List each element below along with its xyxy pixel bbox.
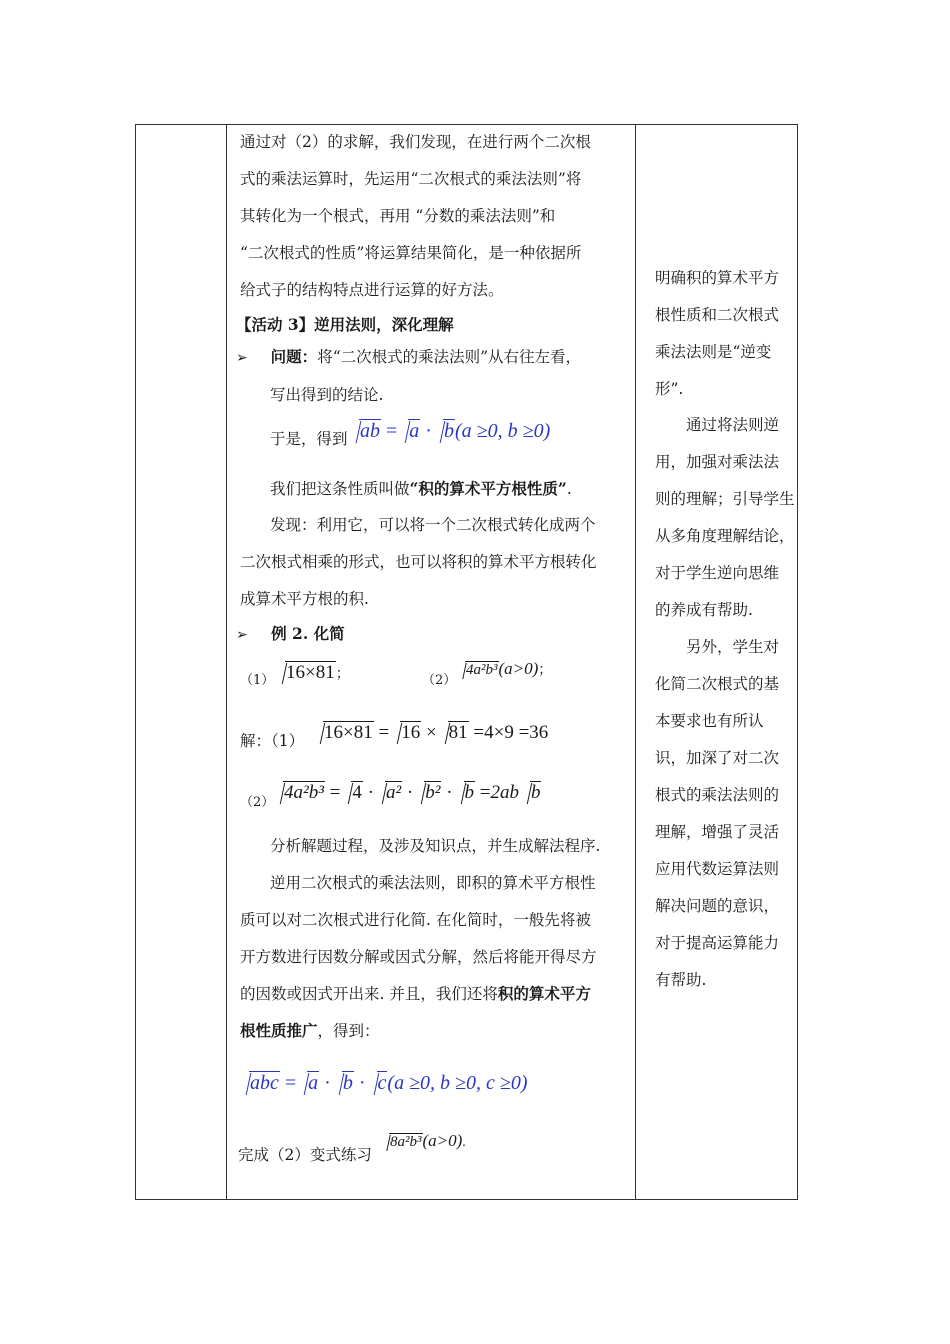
intent-line: 化简二次根式的基 <box>655 675 780 693</box>
intro-line-1: 通过对（2）的求解，我们发现，在进行两个二次根 <box>240 133 591 151</box>
intent-line: 本要求也有所认 <box>655 712 764 730</box>
ex1-label: （1） <box>240 673 275 688</box>
question-row <box>236 347 581 368</box>
discover-line-1: 发现：利用它，可以将一个二次根式转化成两个 <box>270 516 596 534</box>
intro-line-2: 式的乘法运算时，先运用“二次根式的乘法法则”将 <box>240 170 582 188</box>
solution-label: 解：（1） <box>240 732 305 750</box>
intent-line: 根性质和二次根式 <box>655 306 780 324</box>
intent-line: 用，加强对乘法法 <box>655 453 780 471</box>
generalize-bold: 根性质推广 <box>240 1021 318 1040</box>
question-label: 问题： <box>270 347 318 366</box>
intent-line: 有帮助. <box>655 971 707 989</box>
intent-line: 解决问题的意识， <box>655 897 780 915</box>
intro-line-3: 其转化为一个根式，再用 “分数的乘法法则”和 <box>240 207 556 225</box>
intent-line: 应用代数运算法则 <box>655 860 780 878</box>
intro-line-5: 给式子的结构特点进行运算的好方法。 <box>240 281 504 299</box>
exercise-expression: 8a²b³(a>0). <box>378 1131 466 1151</box>
intent-line: 识，加深了对二次 <box>655 749 780 767</box>
analysis-text: 分析解题过程，及涉及知识点，并生成解法程序. <box>270 837 601 855</box>
intent-line: 明确积的算术平方 <box>655 269 780 287</box>
intent-line: 另外，学生对 <box>655 638 780 656</box>
question-text: 将“二次根式的乘法法则”从右往左看， <box>317 348 582 366</box>
column-divider-left <box>226 125 227 1199</box>
reverse-line-2: 质可以对二次根式进行化简. 在化简时，一般先将被 <box>240 911 591 929</box>
ex2-label: （2） <box>422 673 457 688</box>
bullet-arrow-icon: ➢ <box>236 627 248 643</box>
formula-product-root: ab = a · b(a ≥0, b ≥0) <box>348 419 550 443</box>
intent-line: 从多角度理解结论， <box>655 527 795 545</box>
ex1-expression: 16×81； <box>274 661 350 684</box>
reverse-line-4: 的因数或因式开出来. 并且，我们还将积的算术平方 <box>240 984 591 1003</box>
intro-line-4: “二次根式的性质”将运算结果简化，是一种依据所 <box>240 244 582 262</box>
solution-2-label: （2） <box>240 795 275 810</box>
design-intent-column <box>645 125 793 1199</box>
property-name: “积的算术平方根性质” <box>409 479 567 498</box>
question-text-2: 写出得到的结论. <box>270 386 384 404</box>
solution-1: 16×81 = 16 × 81 =4×9 =36 <box>312 721 548 744</box>
naming-line: 我们把这条性质叫做“积的算术平方根性质”. <box>270 479 572 498</box>
bullet-arrow-icon: ➢ <box>236 350 248 366</box>
example-title: 例 2. 化简 <box>271 624 345 643</box>
intent-line: 对于提高运算能力 <box>655 934 780 952</box>
intent-line: 对于学生逆向思维 <box>655 564 780 582</box>
intent-line: 乘法法则是“逆变 <box>655 343 772 361</box>
exercise-text: 完成（2）变式练习 <box>238 1146 372 1164</box>
formula-generalized: abc = a · b · c(a ≥0, b ≥0, c ≥0) <box>238 1071 528 1095</box>
intent-line: 通过将法则逆 <box>655 416 780 434</box>
activity-title: 【活动 3】逆用法则，深化理解 <box>236 315 454 334</box>
discover-line-2: 二次根式相乘的形式，也可以将积的算术平方根转化 <box>240 553 597 571</box>
reverse-bold: 积的算术平方 <box>497 984 591 1003</box>
intent-line: 的养成有帮助. <box>655 601 753 619</box>
ex2-expression: 4a²b³(a>0)； <box>454 659 552 679</box>
intent-line: 理解，增强了灵活 <box>655 823 780 841</box>
intent-line: 则的理解；引导学生 <box>655 490 795 508</box>
intent-line: 形”. <box>655 380 684 398</box>
reverse-line-3: 开方数进行因数分解或因式分解，然后将能开得尽方 <box>240 948 597 966</box>
teaching-content-column <box>228 125 635 1199</box>
generalize-line: 根性质推广，得到： <box>240 1021 380 1040</box>
reverse-line-1: 逆用二次根式的乘法法则，即积的算术平方根性 <box>270 874 596 892</box>
example-row <box>236 624 345 645</box>
lesson-table <box>135 124 798 1200</box>
column-divider-right <box>635 125 636 1199</box>
intent-line: 根式的乘法法则的 <box>655 786 780 804</box>
solution-2: 4a²b³ = 4 · a² · b² · b =2ab b <box>272 781 541 804</box>
therefore-text: 于是，得到 <box>270 430 348 448</box>
discover-line-3: 成算术平方根的积. <box>240 590 369 608</box>
